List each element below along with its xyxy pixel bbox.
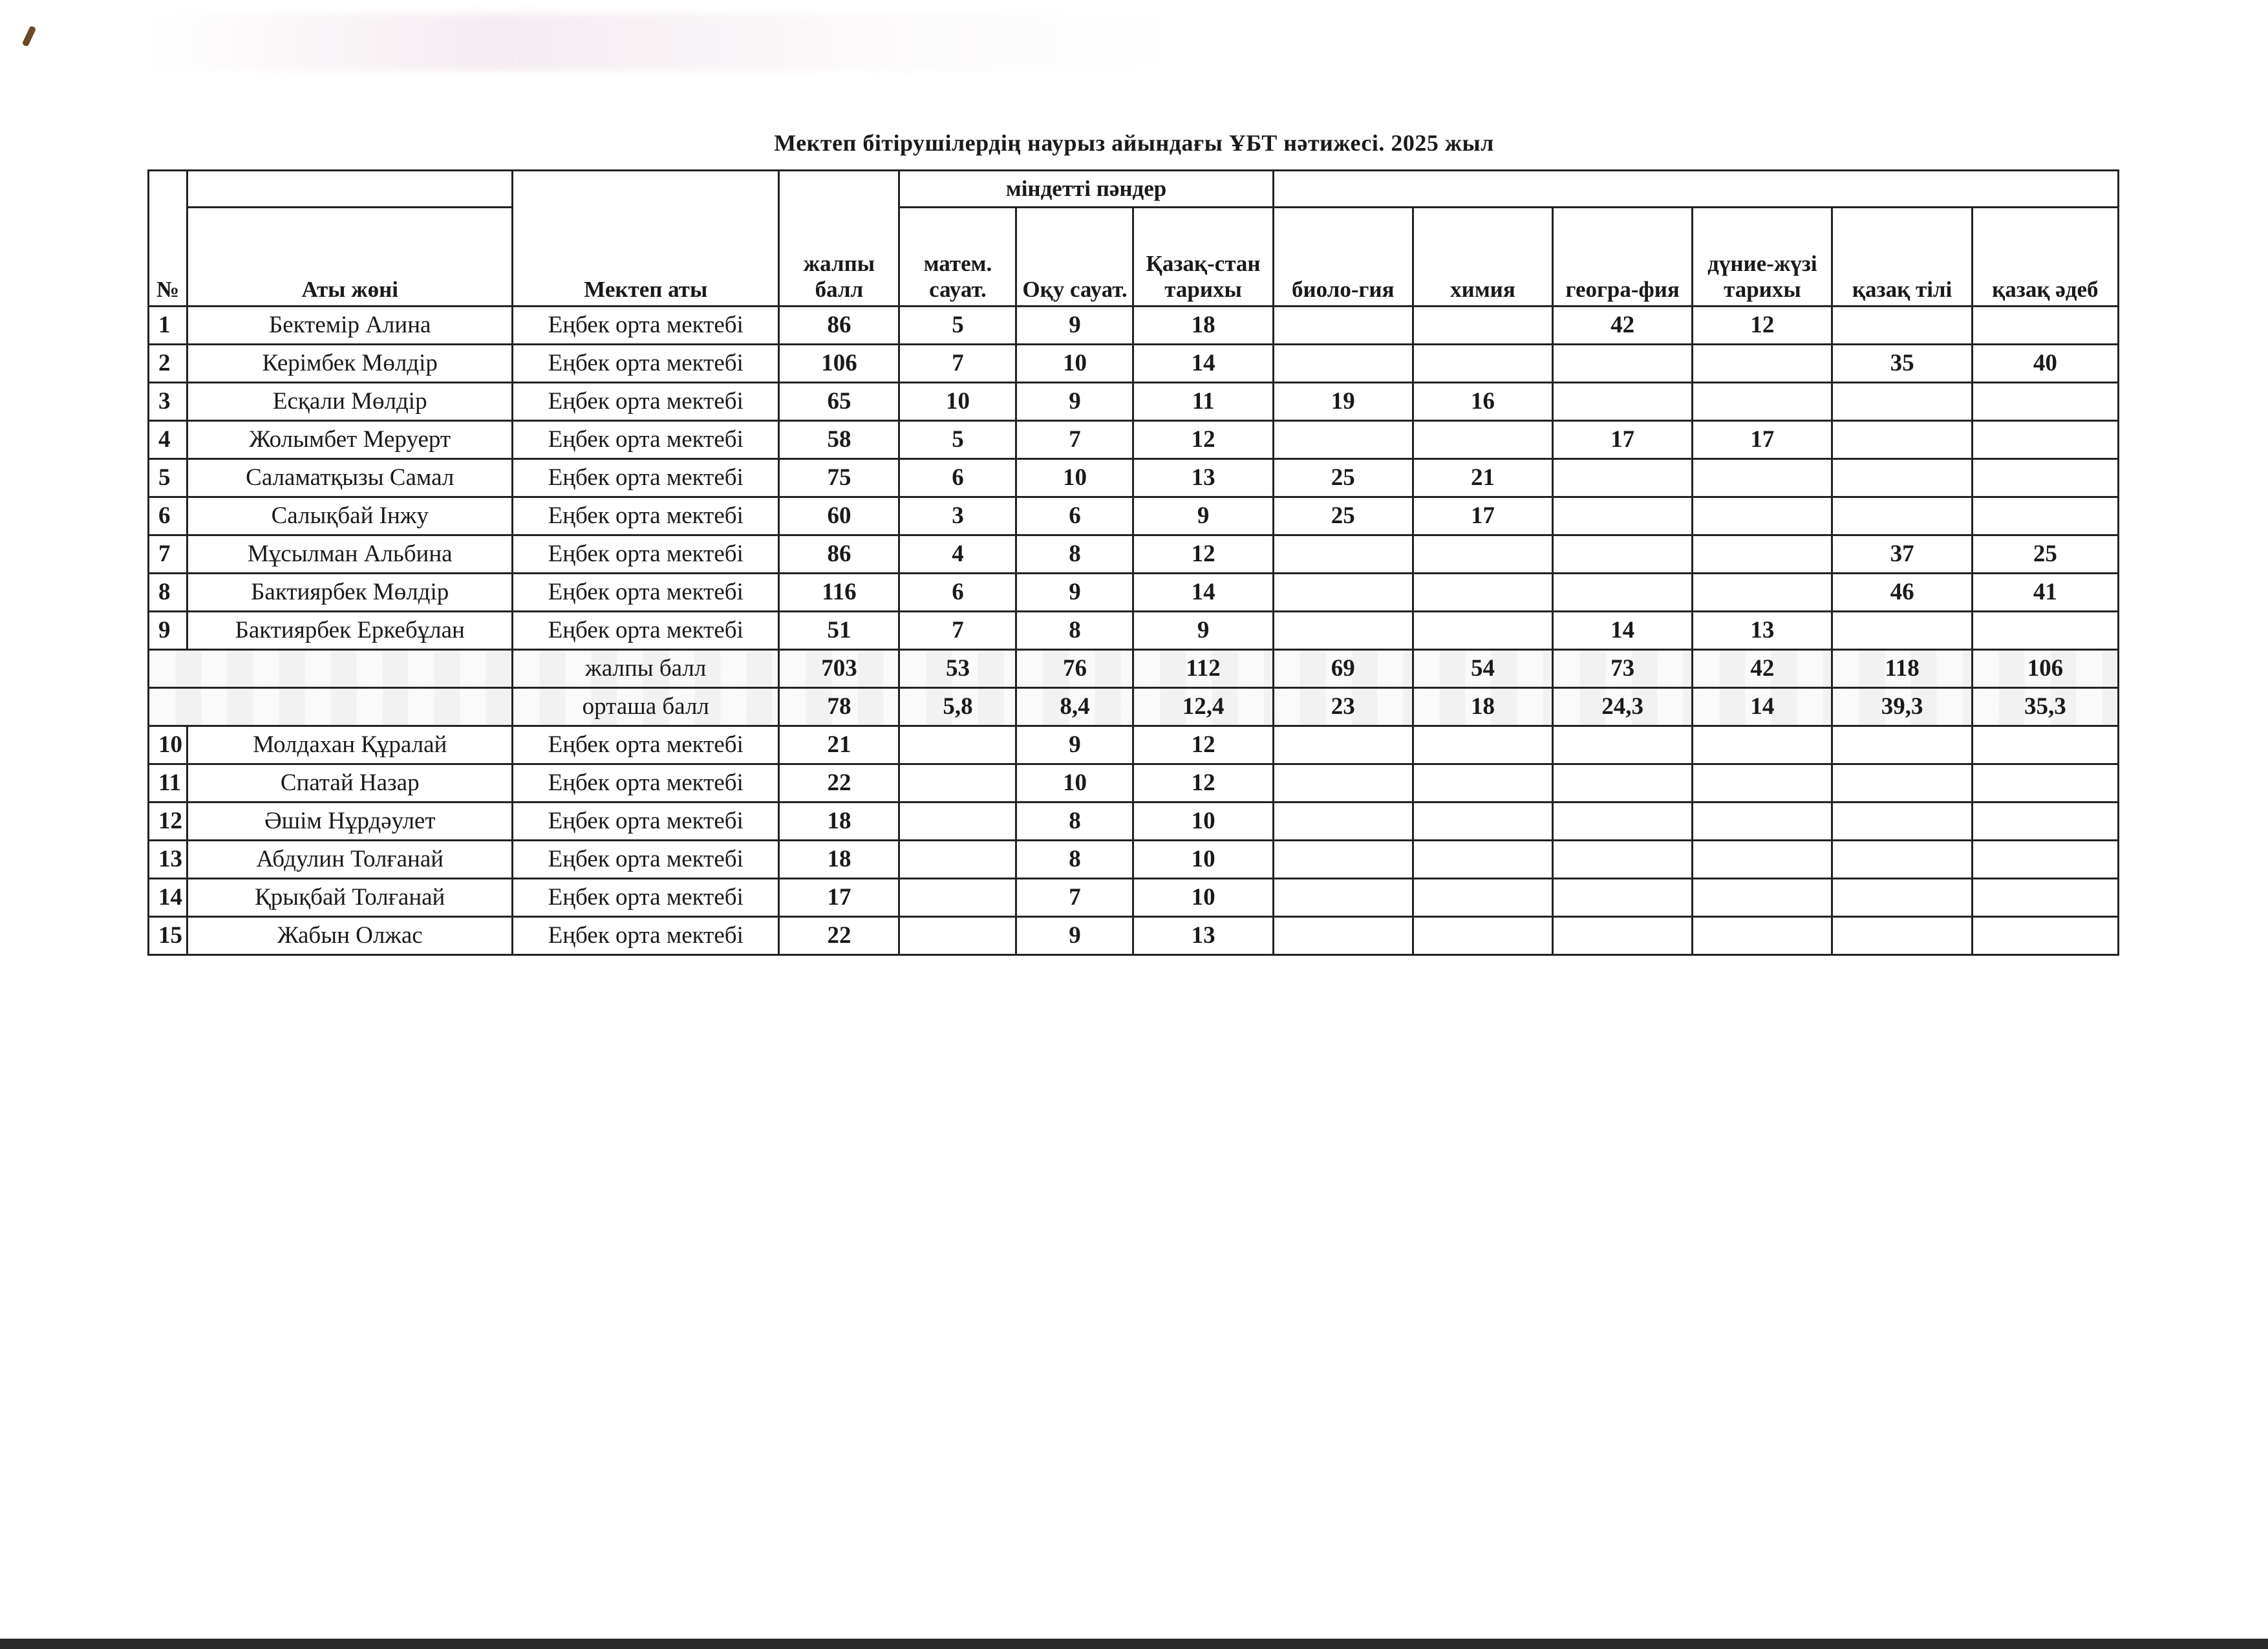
summary-geography: 73 [1553, 650, 1693, 688]
score-reading: 8 [1016, 841, 1133, 879]
score-biology [1273, 574, 1413, 612]
header-row-bottom [149, 208, 2119, 307]
student-name: Бактиярбек Еркебұлан [187, 612, 513, 650]
score-world-history [1693, 841, 1832, 879]
score-reading: 7 [1016, 421, 1133, 459]
score-total: 116 [779, 574, 899, 612]
score-history: 11 [1133, 383, 1273, 421]
summary-kazakh-lang: 39,3 [1832, 688, 1972, 726]
summary-chemistry: 18 [1413, 688, 1552, 726]
score-math: 6 [899, 459, 1016, 497]
score-biology: 19 [1273, 383, 1413, 421]
score-geography [1553, 917, 1693, 955]
score-reading: 8 [1016, 803, 1133, 841]
score-chemistry [1413, 803, 1552, 841]
score-history: 13 [1133, 917, 1273, 955]
student-name: Жабын Олжас [187, 917, 513, 955]
student-name: Абдулин Толғанай [187, 841, 513, 879]
score-world-history [1693, 726, 1832, 764]
score-biology [1273, 307, 1413, 345]
score-geography: 42 [1553, 307, 1693, 345]
table-row [149, 841, 2119, 879]
score-biology: 25 [1273, 459, 1413, 497]
score-total: 60 [779, 497, 899, 535]
header-geography: геогра-фия [1553, 208, 1693, 307]
table-row [149, 574, 2119, 612]
header-name-top [187, 171, 513, 208]
table-row [149, 345, 2119, 383]
summary-math: 53 [899, 650, 1016, 688]
header-total: жалпы балл [779, 171, 899, 307]
student-name: Бектемір Алина [187, 307, 513, 345]
summary-kazakh-lang: 118 [1832, 650, 1972, 688]
score-geography [1553, 535, 1693, 574]
header-chemistry: химия [1413, 208, 1552, 307]
score-reading: 9 [1016, 574, 1133, 612]
school-name: Еңбек орта мектебі [513, 383, 779, 421]
scan-ink-mark [22, 25, 37, 47]
summary-world-history: 42 [1693, 650, 1832, 688]
row-number: 5 [149, 459, 187, 497]
score-kazakh-lit [1972, 726, 2118, 764]
score-world-history [1693, 803, 1832, 841]
score-history: 9 [1133, 612, 1273, 650]
score-geography [1553, 497, 1693, 535]
score-chemistry: 17 [1413, 497, 1552, 535]
score-geography [1553, 726, 1693, 764]
summary-reading: 8,4 [1016, 688, 1133, 726]
student-name: Әшім Нұрдәулет [187, 803, 513, 841]
score-history: 9 [1133, 497, 1273, 535]
score-kazakh-lang: 37 [1832, 535, 1972, 574]
score-total: 58 [779, 421, 899, 459]
score-geography [1553, 383, 1693, 421]
score-world-history [1693, 345, 1832, 383]
score-kazakh-lit [1972, 841, 2118, 879]
school-name: Еңбек орта мектебі [513, 535, 779, 574]
row-number: 9 [149, 612, 187, 650]
score-kazakh-lang [1832, 421, 1972, 459]
score-kazakh-lang [1832, 917, 1972, 955]
row-number: 4 [149, 421, 187, 459]
header-world-history: дүние-жүзі тарихы [1693, 208, 1832, 307]
score-history: 12 [1133, 421, 1273, 459]
header-name: Аты жөні [187, 208, 513, 307]
table-row [149, 535, 2119, 574]
row-number: 15 [149, 917, 187, 955]
score-kazakh-lit: 41 [1972, 574, 2118, 612]
score-history: 14 [1133, 574, 1273, 612]
score-chemistry [1413, 917, 1552, 955]
score-math [899, 764, 1016, 803]
summary-total: 78 [779, 688, 899, 726]
header-row-top [149, 171, 2119, 208]
score-geography [1553, 345, 1693, 383]
row-number: 6 [149, 497, 187, 535]
score-kazakh-lit: 25 [1972, 535, 2118, 574]
score-reading: 10 [1016, 345, 1133, 383]
row-number: 8 [149, 574, 187, 612]
score-kazakh-lit [1972, 459, 2118, 497]
school-name: Еңбек орта мектебі [513, 307, 779, 345]
score-total: 22 [779, 764, 899, 803]
score-kazakh-lang [1832, 497, 1972, 535]
table-row [149, 612, 2119, 650]
student-name: Жолымбет Меруерт [187, 421, 513, 459]
score-world-history [1693, 879, 1832, 917]
table-row [149, 383, 2119, 421]
header-school: Мектеп аты [513, 171, 779, 307]
score-kazakh-lit [1972, 803, 2118, 841]
row-number: 3 [149, 383, 187, 421]
table-row [149, 307, 2119, 345]
school-name: Еңбек орта мектебі [513, 574, 779, 612]
score-reading: 6 [1016, 497, 1133, 535]
score-total: 21 [779, 726, 899, 764]
summary-row [149, 688, 2119, 726]
score-kazakh-lang [1832, 879, 1972, 917]
score-biology [1273, 421, 1413, 459]
score-geography [1553, 879, 1693, 917]
score-biology [1273, 917, 1413, 955]
student-name: Бактиярбек Мөлдір [187, 574, 513, 612]
header-elective-group [1273, 171, 2118, 208]
table-row [149, 497, 2119, 535]
score-history: 12 [1133, 726, 1273, 764]
summary-blank-cell [149, 688, 513, 726]
row-number: 12 [149, 803, 187, 841]
score-kazakh-lit: 40 [1972, 345, 2118, 383]
table-row [149, 917, 2119, 955]
results-table [147, 169, 2119, 956]
score-chemistry [1413, 726, 1552, 764]
score-world-history [1693, 383, 1832, 421]
score-total: 65 [779, 383, 899, 421]
score-kazakh-lit [1972, 612, 2118, 650]
header-kazakh-literature: қазақ әдеб [1972, 208, 2118, 307]
table-row [149, 764, 2119, 803]
score-chemistry [1413, 535, 1552, 574]
score-total: 18 [779, 841, 899, 879]
score-history: 13 [1133, 459, 1273, 497]
table-row [149, 421, 2119, 459]
school-name: Еңбек орта мектебі [513, 803, 779, 841]
score-reading: 8 [1016, 612, 1133, 650]
score-total: 75 [779, 459, 899, 497]
score-kazakh-lit [1972, 879, 2118, 917]
student-name: Қрықбай Толғанай [187, 879, 513, 917]
score-geography [1553, 764, 1693, 803]
school-name: Еңбек орта мектебі [513, 612, 779, 650]
score-geography [1553, 803, 1693, 841]
table-row [149, 726, 2119, 764]
score-reading: 10 [1016, 764, 1133, 803]
table-body [149, 307, 2119, 955]
student-name: Молдахан Құралай [187, 726, 513, 764]
summary-blank-cell [149, 650, 513, 688]
score-kazakh-lang [1832, 383, 1972, 421]
school-name: Еңбек орта мектебі [513, 764, 779, 803]
score-world-history [1693, 535, 1832, 574]
score-history: 10 [1133, 879, 1273, 917]
score-math: 3 [899, 497, 1016, 535]
score-biology [1273, 879, 1413, 917]
document-title: Мектеп бітірушілердің наурыз айындағы ҰБТ нәтижесі. 2025 жыл [774, 130, 1494, 156]
score-world-history [1693, 459, 1832, 497]
score-math [899, 879, 1016, 917]
score-world-history [1693, 917, 1832, 955]
score-history: 10 [1133, 803, 1273, 841]
header-biology: биоло-гия [1273, 208, 1413, 307]
school-name: Еңбек орта мектебі [513, 345, 779, 383]
score-biology [1273, 841, 1413, 879]
score-kazakh-lang [1832, 307, 1972, 345]
score-history: 10 [1133, 841, 1273, 879]
score-chemistry: 16 [1413, 383, 1552, 421]
score-chemistry [1413, 879, 1552, 917]
score-math: 7 [899, 345, 1016, 383]
score-biology [1273, 803, 1413, 841]
school-name: Еңбек орта мектебі [513, 459, 779, 497]
score-kazakh-lit [1972, 307, 2118, 345]
student-name: Саламатқызы Самал [187, 459, 513, 497]
score-chemistry [1413, 841, 1552, 879]
score-chemistry [1413, 612, 1552, 650]
row-number: 14 [149, 879, 187, 917]
score-kazakh-lit [1972, 497, 2118, 535]
score-kazakh-lang [1832, 764, 1972, 803]
score-biology [1273, 726, 1413, 764]
row-number: 10 [149, 726, 187, 764]
scan-bottom-edge [0, 1639, 2268, 1649]
student-name: Спатай Назар [187, 764, 513, 803]
header-kazakh-language: қазақ тілі [1832, 208, 1972, 307]
score-world-history: 13 [1693, 612, 1832, 650]
score-history: 18 [1133, 307, 1273, 345]
score-kazakh-lit [1972, 764, 2118, 803]
score-geography [1553, 841, 1693, 879]
score-biology [1273, 345, 1413, 383]
score-chemistry [1413, 421, 1552, 459]
summary-history: 12,4 [1133, 688, 1273, 726]
row-number: 11 [149, 764, 187, 803]
school-name: Еңбек орта мектебі [513, 879, 779, 917]
student-name: Есқали Мөлдір [187, 383, 513, 421]
score-kazakh-lang [1832, 459, 1972, 497]
score-biology: 25 [1273, 497, 1413, 535]
table-row [149, 879, 2119, 917]
student-name: Керімбек Мөлдір [187, 345, 513, 383]
score-math: 6 [899, 574, 1016, 612]
score-total: 106 [779, 345, 899, 383]
score-total: 17 [779, 879, 899, 917]
score-history: 12 [1133, 535, 1273, 574]
summary-math: 5,8 [899, 688, 1016, 726]
header-math: матем. сауат. [899, 208, 1016, 307]
score-geography [1553, 459, 1693, 497]
score-chemistry [1413, 307, 1552, 345]
score-world-history: 17 [1693, 421, 1832, 459]
score-kazakh-lang [1832, 726, 1972, 764]
school-name: Еңбек орта мектебі [513, 497, 779, 535]
score-kazakh-lang [1832, 612, 1972, 650]
summary-world-history: 14 [1693, 688, 1832, 726]
score-total: 22 [779, 917, 899, 955]
score-math: 5 [899, 421, 1016, 459]
student-name: Салықбай Інжу [187, 497, 513, 535]
score-reading: 9 [1016, 383, 1133, 421]
summary-chemistry: 54 [1413, 650, 1552, 688]
score-reading: 10 [1016, 459, 1133, 497]
score-math: 10 [899, 383, 1016, 421]
header-number: № [149, 171, 187, 307]
score-world-history: 12 [1693, 307, 1832, 345]
summary-label: жалпы балл [513, 650, 779, 688]
score-chemistry [1413, 764, 1552, 803]
score-reading: 9 [1016, 917, 1133, 955]
row-number: 7 [149, 535, 187, 574]
score-kazakh-lang [1832, 803, 1972, 841]
score-kazakh-lang: 46 [1832, 574, 1972, 612]
row-number: 13 [149, 841, 187, 879]
score-geography [1553, 574, 1693, 612]
score-total: 51 [779, 612, 899, 650]
score-reading: 9 [1016, 307, 1133, 345]
summary-total: 703 [779, 650, 899, 688]
score-math [899, 841, 1016, 879]
score-world-history [1693, 574, 1832, 612]
score-kazakh-lang: 35 [1832, 345, 1972, 383]
score-total: 86 [779, 535, 899, 574]
score-kazakh-lang [1832, 841, 1972, 879]
score-chemistry [1413, 574, 1552, 612]
score-geography: 14 [1553, 612, 1693, 650]
header-mandatory-subjects: міндетті пәндер [899, 171, 1273, 208]
score-math: 5 [899, 307, 1016, 345]
table-row [149, 803, 2119, 841]
school-name: Еңбек орта мектебі [513, 726, 779, 764]
scan-smudge [129, 13, 1228, 71]
score-kazakh-lit [1972, 421, 2118, 459]
score-math: 7 [899, 612, 1016, 650]
summary-kazakh-lit: 35,3 [1972, 688, 2118, 726]
score-math: 4 [899, 535, 1016, 574]
summary-reading: 76 [1016, 650, 1133, 688]
student-name: Мұсылман Альбина [187, 535, 513, 574]
score-chemistry: 21 [1413, 459, 1552, 497]
score-math [899, 803, 1016, 841]
score-geography: 17 [1553, 421, 1693, 459]
score-total: 18 [779, 803, 899, 841]
summary-geography: 24,3 [1553, 688, 1693, 726]
score-biology [1273, 612, 1413, 650]
school-name: Еңбек орта мектебі [513, 917, 779, 955]
score-history: 14 [1133, 345, 1273, 383]
score-biology [1273, 535, 1413, 574]
score-math [899, 917, 1016, 955]
summary-kazakh-lit: 106 [1972, 650, 2118, 688]
table-row [149, 459, 2119, 497]
score-reading: 9 [1016, 726, 1133, 764]
summary-biology: 69 [1273, 650, 1413, 688]
school-name: Еңбек орта мектебі [513, 421, 779, 459]
score-reading: 7 [1016, 879, 1133, 917]
score-total: 86 [779, 307, 899, 345]
header-reading: Оқу сауат. [1016, 208, 1133, 307]
summary-label: орташа балл [513, 688, 779, 726]
row-number: 2 [149, 345, 187, 383]
score-math [899, 726, 1016, 764]
score-world-history [1693, 497, 1832, 535]
summary-row [149, 650, 2119, 688]
school-name: Еңбек орта мектебі [513, 841, 779, 879]
summary-biology: 23 [1273, 688, 1413, 726]
score-reading: 8 [1016, 535, 1133, 574]
score-biology [1273, 764, 1413, 803]
score-kazakh-lit [1972, 917, 2118, 955]
summary-history: 112 [1133, 650, 1273, 688]
score-chemistry [1413, 345, 1552, 383]
row-number: 1 [149, 307, 187, 345]
header-history: Қазақ-стан тарихы [1133, 208, 1273, 307]
score-history: 12 [1133, 764, 1273, 803]
score-world-history [1693, 764, 1832, 803]
score-kazakh-lit [1972, 383, 2118, 421]
